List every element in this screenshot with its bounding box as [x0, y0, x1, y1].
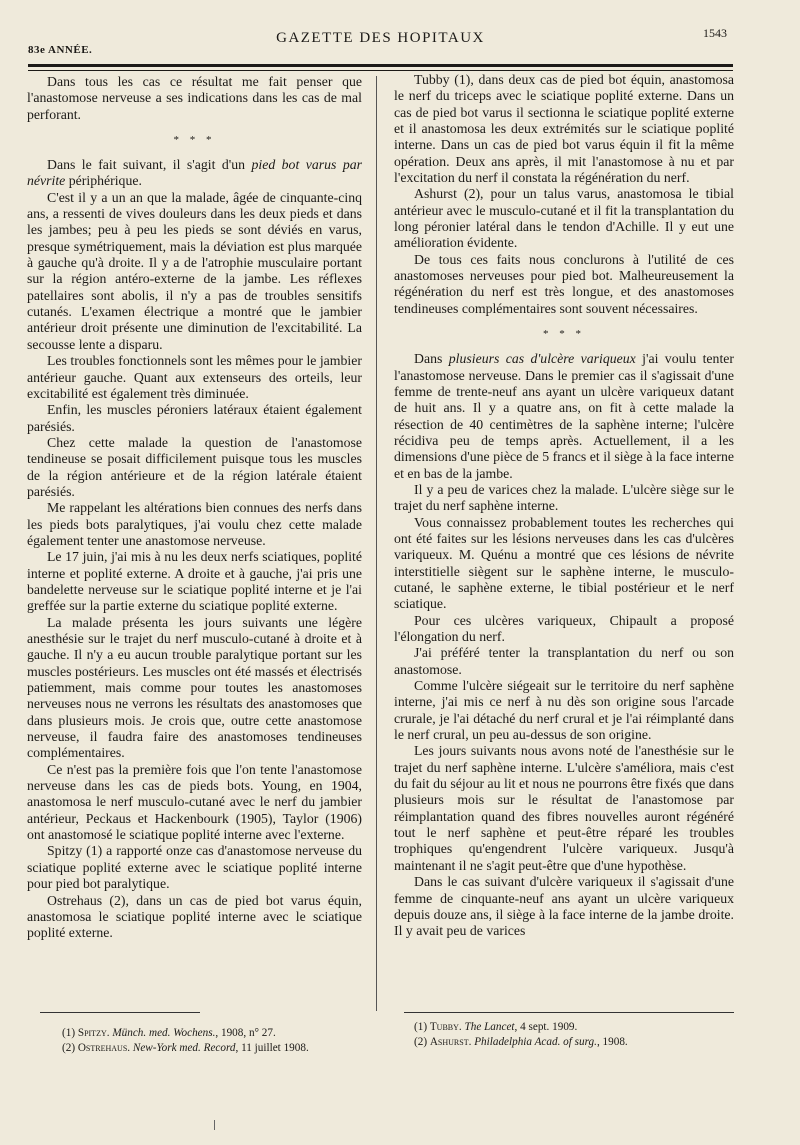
footnote	[414, 1035, 734, 1050]
paragraph	[27, 843, 362, 892]
paragraph	[394, 874, 734, 939]
footnote-n: (2)	[62, 1042, 78, 1054]
footnote-author: Tubby.	[429, 1021, 462, 1033]
footnote-rest: , 4 sept. 1909.	[514, 1021, 578, 1033]
paragraph-text: Il y a peu de varices chez la malade. L'ulcère siège sur le trajet du nerf saphène interne.	[394, 481, 734, 514]
paragraph	[394, 645, 734, 678]
paragraph-text: Spitzy (1) a rapporté onze cas d'anastomose nerveuse du sciatique poplité externe avec le sciatique poplité interne pour pied bot paralytique.	[27, 843, 362, 892]
paragraph-text: La malade présenta les jours suivants une légère anesthésie sur le trajet du nerf musculo-cutané à droite et à gauche. Il n'y a eu aucun trouble paralytique portant sur les muscles postérieurs. Les muscles ont été massés et électrisés patiemment, mais comme pour toutes les anastomoses nerveuses nous ne verrons les résultats des anastomoses que dans plusieurs mois. Je crois que, outre cette anastomose nerveuse, il faudra faire des anastomoses tendineuses complémentaires.	[27, 614, 362, 761]
paragraph	[394, 482, 734, 515]
paragraph-text: j'ai voulu tenter l'anastomose nerveuse. Dans le premier cas il s'agissait d'une femme de trente-neuf ans ayant un ulcère variqueux datant de huit ans. Il y a quatre ans, on fit à cette malade la résection de 40 centimètres de la saphène interne; l'ulcère récidiva peu de temps après. Actuellement, il a les dimensions d'une pièce de 5 francs et il siège à la face interne et en bas de la jambe.	[394, 351, 734, 481]
footnote-ref: New-York med. Record	[132, 1042, 236, 1054]
paragraph	[394, 743, 734, 874]
paragraph	[27, 190, 362, 353]
paragraph-text: Ostrehaus (2), dans un cas de pied bot varus équin, anastomosa le sciatique poplité interne avec le sciatique poplité externe.	[27, 892, 362, 941]
page-header	[28, 26, 733, 66]
paragraph	[27, 500, 362, 549]
italic-phrase: pied bot varus par névrite	[27, 157, 362, 189]
section-separator: * * *	[543, 328, 585, 341]
paragraph	[394, 678, 734, 743]
paragraph	[394, 252, 734, 317]
footnote-rest: , 11 juillet 1908.	[235, 1042, 309, 1054]
paragraph-text: Les jours suivants nous avons noté de l'anesthésie sur le trajet du nerf saphène interne. L'ulcère s'améliora, mais c'est du fait du séjour au lit et nous ne pourrons être fixés que dans plusieurs mois sur le résultat de l'anastomose par réimplantation quand des fibres nouvelles auront régénéré tout le nerf saphène et peut-être réparé les troubles trophiques qu'engendrent l'ulcère variqueux. Jusqu'à maintenant il ne s'agit peut-être que d'une hypothèse.	[394, 743, 734, 873]
paragraph-text: Le 17 juin, j'ai mis à nu les deux nerfs sciatiques, poplité interne et poplité externe. A droite et à gauche, j'ai pris une bandelette nerveuse sur le sciatique poplité interne et je l'ai greffée sur la partie externe du sciatique poplité externe.	[27, 549, 362, 614]
paragraph-text: Ce n'est pas la première fois que l'on tente l'anastomose nerveuse dans les cas de pieds bots. Young, en 1904, anastomosa le nerf musculo-cutané avec le nerf du jambier antérieur, Peckaus et Hackenbourk (1905), Taylor (1906) ont anastomosé le sciatique poplité interne avec l'externe.	[27, 761, 362, 843]
footnote-ref: Münch. med. Wochens.	[112, 1027, 216, 1039]
footnote	[62, 1041, 362, 1056]
paragraph-text: De tous ces faits nous conclurons à l'utilité de ces anastomoses nerveuses pour pied bot. Malheureusement la régénération du nerf est très longue, et des anastomoses tendineuses complémentaires sont souvent nécessaires.	[394, 251, 734, 316]
paragraph	[27, 615, 362, 762]
header-rule-thick	[28, 64, 733, 67]
paragraph	[394, 72, 734, 186]
paragraph-text: Comme l'ulcère siégeait sur le territoire du nerf saphène interne, j'ai mis ce nerf à nu dès son origine sous l'arcade crurale, je l'ai détaché du nerf crural et je l'ai réimplanté dans le nerf crural, un peu au-dessus de son origine.	[394, 678, 734, 743]
paragraph	[27, 353, 362, 402]
paragraph	[27, 435, 362, 500]
paragraph-text: J'ai préféré tenter la transplantation du nerf ou son anastomose.	[394, 645, 734, 677]
issue-year: 83e ANNÉE.	[28, 44, 93, 56]
paragraph-text: Me rappelant les altérations bien connues des nerfs dans les pieds bots paralytiques, j'ai voulu chez cette malade également tenter une anastomose nerveuse.	[27, 500, 362, 548]
paragraph-text: Dans le fait suivant, il s'agit d'un	[47, 157, 252, 173]
paragraph-text: Chez cette malade la question de l'anastomose tendineuse se posait difficilement puisque tous les muscles de la région antérieure et de la région latérale étaient parésiés.	[27, 434, 362, 499]
header-rule-thin	[28, 70, 733, 71]
paragraph-text: C'est il y a un an que la malade, âgée de cinquante-cinq ans, a ressenti de vives douleurs dans les deux pieds et dans les jambes; peu à peu les pieds se sont déviés en varus, presque symétriquement, mais la déviation est plus marquée à gauche qu'à droite. Il y a de l'atrophie musculaire portant sur la région antéro-externe de la jambe. Les réflexes patellaires sont abolis, il n'y a pas de troubles sensitifs cutanés. L'examen électrique a montré que le jambier antérieur droit présente une diminution de l'excitabilité. La secousse lente a disparu.	[27, 189, 362, 352]
paragraph	[394, 613, 734, 646]
footnote-n: (2)	[414, 1036, 430, 1048]
paragraph	[394, 351, 734, 482]
footnote-author: Ashurst.	[429, 1036, 472, 1048]
journal-title: GAZETTE DES HOPITAUX	[276, 30, 485, 46]
right-column	[394, 72, 734, 940]
paragraph	[394, 186, 734, 251]
paragraph	[27, 402, 362, 435]
paragraph-text: Dans le cas suivant d'ulcère variqueux il s'agissait d'une femme de cinquante-neuf ans ayant un ulcère variqueux depuis douze ans, il siège à la face interne de la jambe droite. Il y avait peu de varices	[394, 874, 734, 939]
paragraph-text: Vous connaissez probablement toutes les recherches qui ont été faites sur les lésions nerveuses dans les cas d'ulcères variqueux. M. Quénu a montré que ces lésions de névrite interstitielle siègent sur le saphène interne, le musculo-cutané, le saphène externe, le tibial postérieur et le nerf sciatique.	[394, 514, 734, 612]
paragraph-text: Ashurst (2), pour un talus varus, anastomosa le tibial antérieur avec le musculo-cutané et il fit la transplantation du long péronier latéral dans le tendon d'Achille. Il y eut une amélioration évidente.	[394, 186, 734, 251]
footnotes-right	[414, 1020, 734, 1050]
paragraph	[27, 74, 362, 123]
footnote-n: (1)	[62, 1027, 78, 1039]
italic-phrase: plusieurs cas d'ulcère variqueux	[448, 351, 636, 367]
paragraph-text: Dans tous les cas ce résultat me fait penser que l'anastomose nerveuse a ses indications dans les cas de mal perforant.	[27, 74, 362, 122]
footnote-rule-left	[40, 1012, 200, 1013]
section-separator: * * *	[173, 134, 216, 147]
footnote-ref: Philadelphia Acad. of surg.	[474, 1036, 597, 1048]
footnote-rule-right	[404, 1012, 734, 1013]
paragraph-text: Enfin, les muscles péroniers latéraux étaient également parésiés.	[27, 402, 362, 434]
footnote-rest: , 1908, n° 27.	[215, 1027, 276, 1039]
paragraph	[394, 515, 734, 613]
footnote-n: (1)	[414, 1021, 430, 1033]
left-column	[27, 74, 362, 942]
column-divider	[376, 76, 377, 1011]
paragraph	[27, 549, 362, 614]
paragraph	[27, 762, 362, 844]
page-number: 1543	[703, 26, 727, 40]
paragraph	[27, 157, 362, 190]
footnote-author: Ostrehaus.	[77, 1042, 131, 1054]
paragraph-text: Les troubles fonctionnels sont les mêmes pour le jambier antérieur gauche. Quant aux extenseurs des orteils, leur excitabilité est également très diminuée.	[27, 353, 362, 401]
paragraph-text: Dans	[414, 351, 449, 367]
footnote-author: Spitzy.	[77, 1027, 110, 1039]
margin-mark	[214, 1120, 215, 1130]
footnotes-left	[62, 1026, 362, 1056]
footnote-ref: The Lancet	[464, 1021, 515, 1033]
paragraph-text: Pour ces ulcères variqueux, Chipault a proposé l'élongation du nerf.	[394, 612, 734, 644]
paragraph-text: périphérique.	[65, 173, 142, 189]
paragraph-text: Tubby (1), dans deux cas de pied bot équin, anastomosa le nerf du triceps avec le sciatique poplité externe. Dans un cas de pied bot varus il sectionna le sciatique poplité externe et il anastomosa les deux extrémités sur le sciatique poplité interne. Dans un cas de pied bot varus équin il fit la même opération. Deux ans après, il mit l'anastomose à nu et par l'excitation du nerf il constata la régénération du nerf.	[394, 72, 734, 186]
footnote	[62, 1026, 362, 1041]
paragraph	[27, 893, 362, 942]
footnote	[414, 1020, 734, 1035]
footnote-rest: , 1908.	[596, 1036, 628, 1048]
